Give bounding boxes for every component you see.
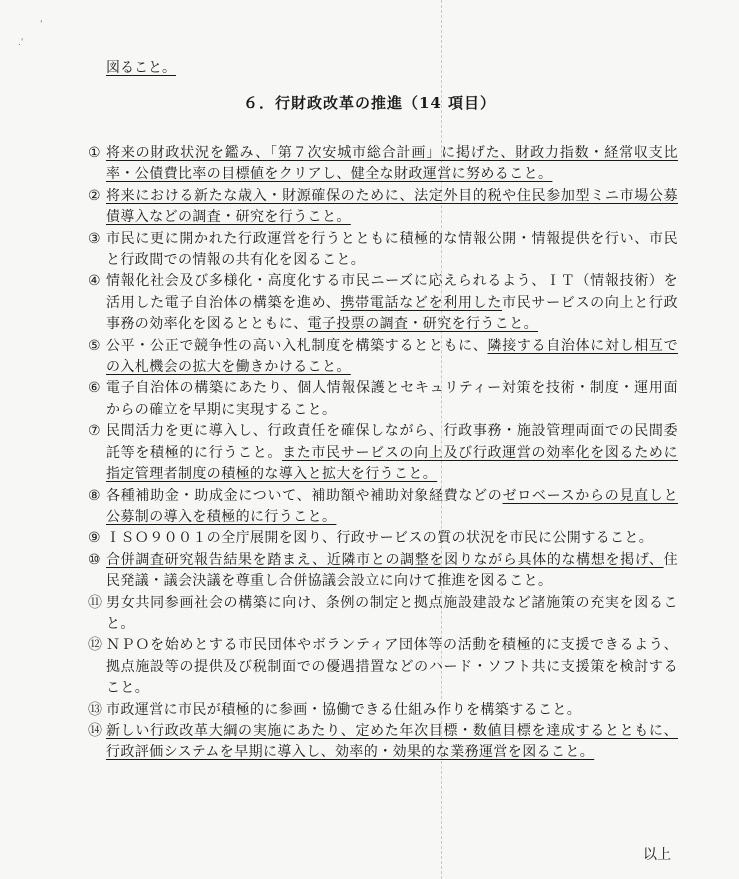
continued-text: 図ること。 bbox=[106, 60, 176, 76]
item-text bbox=[106, 486, 678, 529]
list-item bbox=[88, 528, 678, 549]
item-text bbox=[106, 528, 678, 549]
list-item bbox=[88, 229, 678, 272]
item-text-segment: 住民発議・議会決議を尊重し合併協議会設立に向けて推進を図ること。 bbox=[106, 551, 678, 590]
item-list bbox=[88, 143, 678, 764]
item-number: ① bbox=[88, 145, 101, 161]
item-text-segment: 市民サービスの向上と行政事務の効率化を図るとともに、 bbox=[106, 294, 678, 333]
underlined-text: 新しい行政改革大綱の実施にあたり、定めた年次目標・数値目標を達成するとともに、行政評価システムを早期に導入し、効率的・効果的な業務運営を図ること。 bbox=[106, 722, 678, 761]
item-number: ⑨ bbox=[88, 530, 101, 547]
underlined-text: 将来における新たな歳入・財源確保のために、法定外目的税や住民参加型ミニ市場公募債導入などの調査・研究を行うこと。 bbox=[106, 187, 678, 226]
list-item bbox=[88, 593, 678, 636]
item-number: ④ bbox=[88, 273, 101, 290]
underlined-text: また市民サービスの向上及び行政運営の効率化を図るために指定管理者制度の積極的な導入と拡大を行うこと。 bbox=[106, 444, 678, 483]
item-text-segment: 民間活力を更に導入し、行政責任を確保しながら、行政事務・施設管理両面での民間委託等を積極的に行うこと。 bbox=[106, 423, 678, 461]
item-number: ③ bbox=[88, 230, 101, 247]
item-text bbox=[106, 378, 678, 421]
item-number: ② bbox=[88, 187, 101, 204]
item-number: ⑭ bbox=[88, 722, 102, 739]
underlined-text: 合併調査研究報告結果を踏まえ、近隣市との調整を図りながら具体的な構想を掲げ、 bbox=[106, 551, 664, 568]
closing-mark: 以上 bbox=[643, 847, 671, 863]
item-text-segment: 各種補助金・助成金について、補助額や補助対象経費などの bbox=[106, 487, 503, 504]
scan-speck: .' bbox=[18, 38, 24, 48]
underlined-text: 携帯電話などを利用した bbox=[340, 294, 503, 311]
underlined-text: ゼロベースからの見直しと公募制の導入を積極的に行うこと。 bbox=[106, 487, 678, 525]
list-item bbox=[88, 635, 678, 699]
item-number: ⑬ bbox=[88, 701, 102, 718]
item-number: ⑧ bbox=[88, 487, 101, 504]
item-text bbox=[106, 593, 678, 636]
item-text bbox=[106, 550, 678, 593]
item-text-segment: 電子自治体の構築にあたり、個人情報保護とセキュリティー対策を技術・制度・運用面からの確立を早期に実現すること。 bbox=[106, 380, 678, 418]
section-title: ６．行財政改革の推進（14 項目） bbox=[242, 94, 497, 112]
list-item bbox=[88, 378, 678, 421]
item-text bbox=[106, 700, 678, 721]
item-number: ⑤ bbox=[88, 337, 101, 354]
list-item bbox=[88, 721, 678, 764]
underlined-text: 隣接する自治体に対し相互での入札機会の拡大を働きかけること。 bbox=[106, 337, 678, 376]
list-item bbox=[88, 271, 678, 335]
item-text-segment: 公平・公正で競争性の高い入札制度を構築するとともに、 bbox=[106, 337, 488, 354]
list-item bbox=[88, 336, 678, 379]
underlined-text: 将来の財政状況を鑑み、「第７次安城市総合計画」に掲げた、財政力指数・経常収支比率・公債費比率の目標値をクリアし、健全な財政運営に努めること。 bbox=[106, 145, 678, 183]
list-item bbox=[88, 143, 678, 186]
item-text-segment: ＮＰＯを始めとする市民団体やボランティア団体等の活動を積極的に支援できるよう、拠点施設等の提供及び税制面での優遇措置などのハード・ソフト共に支援策を検討すること。 bbox=[106, 637, 678, 697]
item-text-segment: 男女共同参画社会の構築に向け、条例の制定と拠点施設建設など諸施策の充実を図ること。 bbox=[106, 594, 678, 632]
list-item bbox=[88, 186, 678, 229]
item-text bbox=[106, 186, 678, 229]
item-number: ⑪ bbox=[88, 594, 102, 611]
item-text bbox=[106, 336, 678, 379]
item-number: ⑫ bbox=[88, 637, 102, 654]
list-item bbox=[88, 486, 678, 529]
item-text bbox=[106, 143, 678, 186]
scan-speck: ' bbox=[40, 20, 43, 30]
item-text bbox=[106, 635, 678, 699]
item-text-segment: 市民に更に開かれた行政運営を行うとともに積極的な情報公開・情報提供を行い、市民と行政間での情報の共有化を図ること。 bbox=[106, 230, 678, 269]
item-text-segment: 市政運営に市民が積極的に参画・協働できる仕組み作りを構築すること。 bbox=[106, 701, 582, 718]
item-number: ⑩ bbox=[88, 551, 101, 568]
item-text-segment: ＩＳＯ９００１の全庁展開を図り、行政サービスの質の状況を市民に公開すること。 bbox=[106, 530, 654, 547]
list-item bbox=[88, 421, 678, 485]
item-text bbox=[106, 229, 678, 272]
item-number: ⑥ bbox=[88, 380, 101, 397]
underlined-text: 電子投票の調査・研究を行うこと。 bbox=[307, 316, 539, 333]
item-text-segment: 情報化社会及び多様化・高度化する市民ニーズに応えられるよう、ＩＴ（情報技術）を活用した電子自治体の構築を進め、 bbox=[106, 273, 678, 311]
list-item bbox=[88, 550, 678, 593]
item-text bbox=[106, 421, 678, 485]
item-text bbox=[106, 721, 678, 764]
item-number: ⑦ bbox=[88, 423, 101, 440]
list-item bbox=[88, 700, 678, 721]
item-text bbox=[106, 271, 678, 335]
